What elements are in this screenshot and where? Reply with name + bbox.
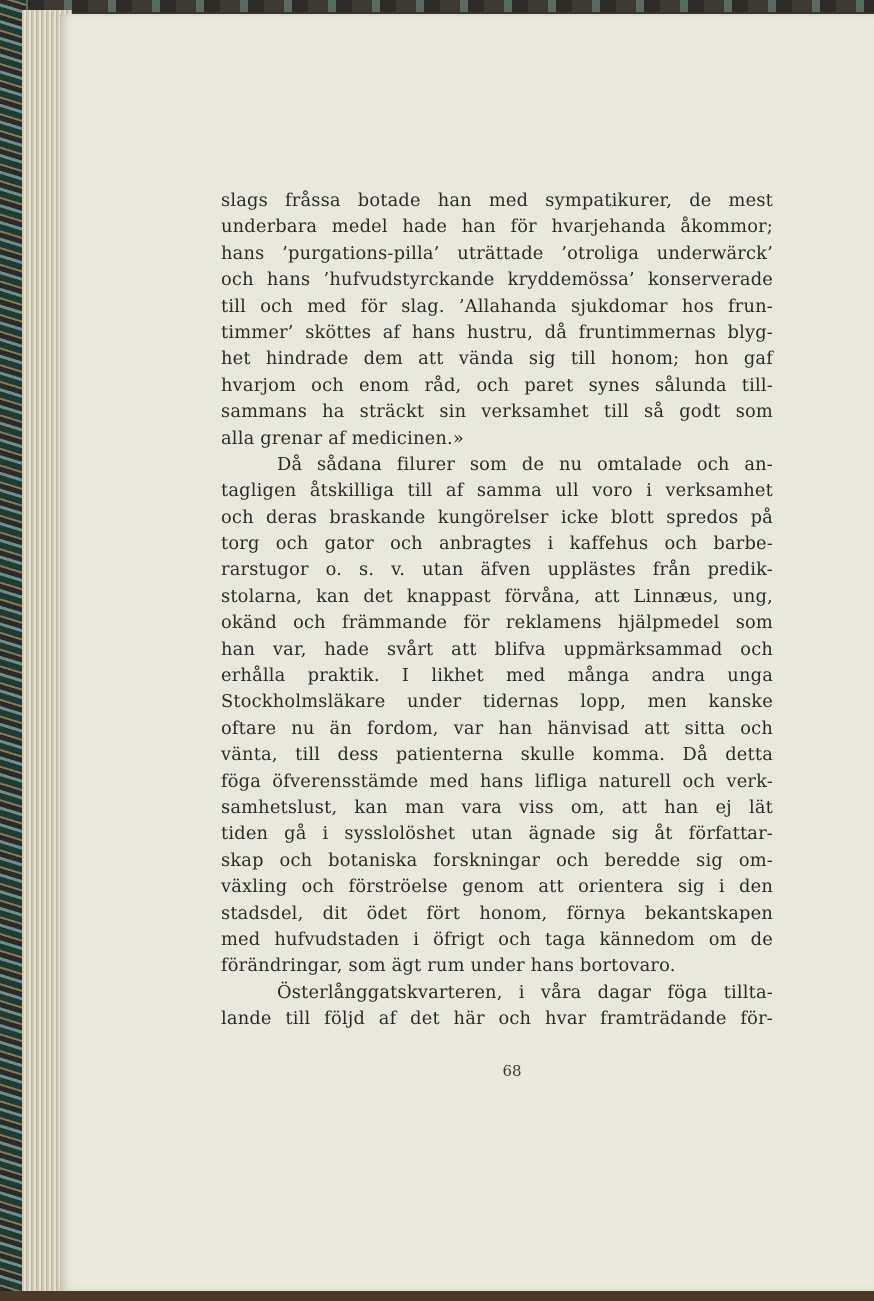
text-line: timmer’ sköttes af hans hustru, då fruntimmernas blyg- bbox=[221, 321, 773, 343]
text-line: alla grenar af medicinen.» bbox=[221, 427, 464, 449]
text-line: hans ’purgations-pilla’ uträttade ’otroliga underwärck’ bbox=[221, 242, 773, 264]
text-line: okänd och främmande för reklamens hjälpmedel som bbox=[221, 612, 773, 634]
text-line: Stockholmsläkare under tidernas lopp, men kanske bbox=[221, 691, 773, 713]
text-line: het hindrade dem att vända sig till honom; hon gaf bbox=[221, 348, 773, 370]
body-text bbox=[221, 188, 773, 1033]
page-number: 68 bbox=[502, 1062, 522, 1080]
text-line: han var, hade svårt att blifva uppmärksammad och bbox=[221, 638, 773, 660]
text-line: vänta, till dess patienterna skulle komma. Då detta bbox=[221, 744, 773, 766]
text-line: rarstugor o. s. v. utan äfven upplästes från predik- bbox=[221, 559, 773, 581]
text-line: underbara medel hade han för hvarjehanda åkommor; bbox=[221, 216, 773, 238]
text-line: lande till följd af det här och hvar framträdande för- bbox=[221, 1008, 773, 1030]
text-line: sammans ha sträckt sin verksamhet till så godt som bbox=[221, 401, 773, 423]
text-line: slags fråssa botade han med sympatikurer, de mest bbox=[221, 190, 773, 211]
text-line: Då sådana filurer som de nu omtalade och an- bbox=[277, 453, 773, 475]
text-line: torg och gator och anbragtes i kaffehus och barbe- bbox=[221, 533, 773, 555]
text-line: tiden gå i sysslolöshet utan ägnade sig åt författar- bbox=[221, 823, 773, 845]
text-line: föga öfverensstämde med hans lifliga naturell och verk- bbox=[221, 770, 773, 792]
text-line: tagligen åtskilliga till af samma ull voro i verksamhet bbox=[221, 480, 773, 502]
text-line: samhetslust, kan man vara viss om, att han ej lät bbox=[221, 796, 773, 818]
text-line: förändringar, som ägt rum under hans bortovaro. bbox=[221, 955, 676, 977]
text-line: till och med för slag. ’Allahanda sjukdomar hos frun- bbox=[221, 295, 773, 317]
text-line: skap och botaniska forskningar och beredde sig om- bbox=[221, 849, 773, 871]
text-line: växling och förströelse genom att orientera sig i den bbox=[221, 876, 773, 898]
text-line: Österlånggatskvarteren, i våra dagar föga tillta- bbox=[277, 981, 773, 1003]
text-line: stadsdel, dit ödet fört honom, förnya bekantskapen bbox=[221, 902, 773, 924]
text-line: oftare nu än fordom, var han hänvisad att sitta och bbox=[221, 717, 773, 739]
text-line: stolarna, kan det knappast förvåna, att Linnæus, ung, bbox=[221, 585, 773, 607]
text-line: med hufvudstaden i öfrigt och taga kännedom om de bbox=[221, 928, 773, 950]
cover-bottom-edge bbox=[0, 1291, 874, 1301]
text-line: hvarjom och enom råd, och paret synes sålunda till- bbox=[221, 374, 773, 396]
text-line: och hans ’hufvudstyrckande kryddemössa’ konserverade bbox=[221, 269, 773, 291]
text-line: erhålla praktik. I likhet med många andra unga bbox=[221, 665, 773, 687]
cover-top-edge bbox=[0, 0, 874, 12]
text-line: och deras braskande kungörelser icke blott spredos på bbox=[221, 506, 773, 528]
